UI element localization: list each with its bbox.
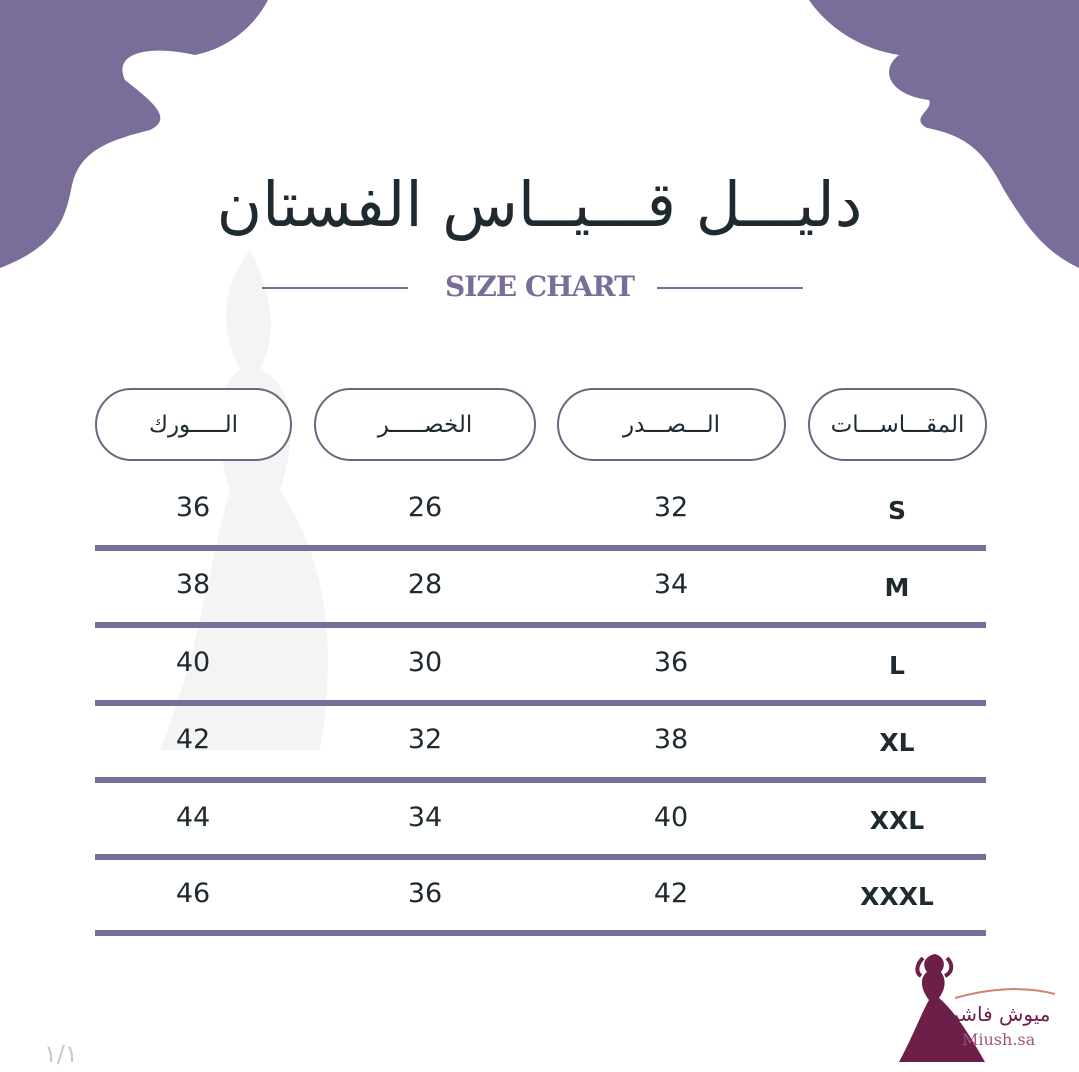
hips-value: 38 — [175, 569, 211, 600]
waist-value: 28 — [407, 569, 443, 600]
hips-value: 42 — [175, 724, 211, 755]
size-label: L — [889, 651, 905, 680]
row-divider — [95, 930, 986, 936]
brand-name-latin: Miush.sa — [962, 1030, 1036, 1049]
size-label: S — [887, 496, 906, 525]
size-label: XXL — [869, 806, 925, 835]
bust-value: 32 — [653, 492, 689, 523]
hips-value: 46 — [175, 878, 211, 909]
page-title: دليـــل قـــيــاس الفستان — [216, 168, 863, 241]
bust-value: 38 — [653, 724, 689, 755]
hips-value: 44 — [175, 802, 211, 833]
row-divider — [95, 777, 986, 783]
size-label: XL — [879, 728, 915, 757]
subtitle-row — [0, 268, 1079, 308]
header-bust: الـــصـــدر — [557, 388, 786, 461]
waist-value: 30 — [407, 647, 443, 678]
waist-value: 36 — [407, 878, 443, 909]
row-divider — [95, 545, 986, 551]
bust-value: 42 — [653, 878, 689, 909]
waist-value: 34 — [407, 802, 443, 833]
header-hips: الـــــورك — [95, 388, 292, 461]
page-number: ١/١ — [44, 1040, 78, 1068]
size-label: XXXL — [860, 882, 934, 911]
row-divider — [95, 622, 986, 628]
brand-name-arabic: ميوش فاشن — [945, 1002, 1051, 1026]
bust-value: 36 — [653, 647, 689, 678]
bust-value: 40 — [653, 802, 689, 833]
hips-value: 36 — [175, 492, 211, 523]
hips-value: 40 — [175, 647, 211, 678]
subtitle-divider-right — [657, 287, 803, 289]
header-waist: الخصـــــر — [314, 388, 536, 461]
bust-value: 34 — [653, 569, 689, 600]
size-label: M — [884, 573, 910, 602]
row-divider — [95, 854, 986, 860]
subtitle: SIZE CHART — [445, 270, 634, 303]
waist-value: 26 — [407, 492, 443, 523]
row-divider — [95, 700, 986, 706]
header-sizes: المقـــاســـات — [808, 388, 987, 461]
waist-value: 32 — [407, 724, 443, 755]
